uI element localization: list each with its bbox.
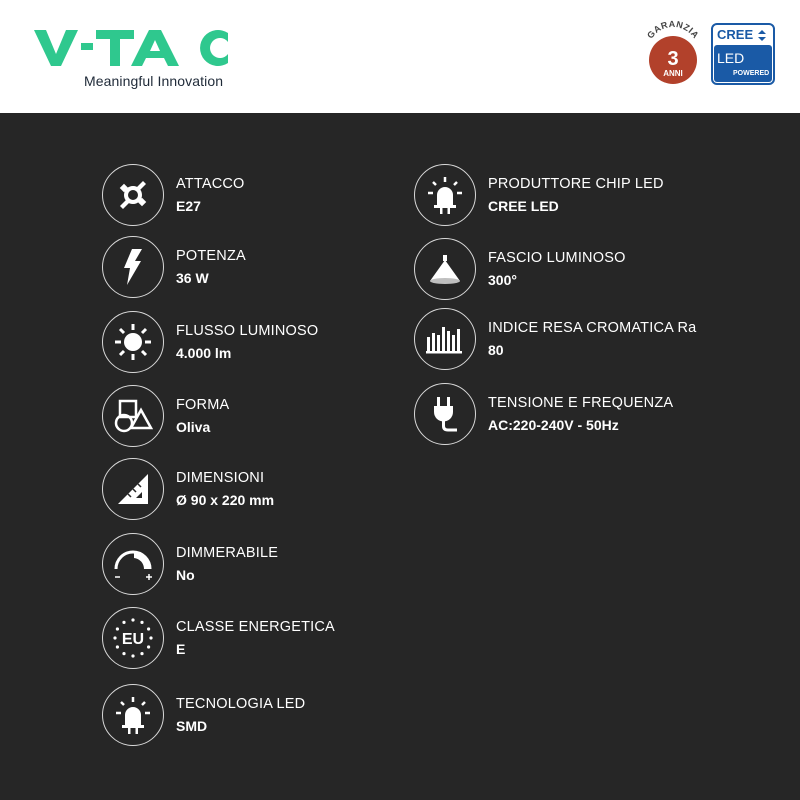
- spec-value: 300°: [488, 272, 517, 288]
- lightning-icon: [102, 236, 164, 298]
- spec-value: AC:220-240V - 50Hz: [488, 417, 619, 433]
- socket-icon: [102, 164, 164, 226]
- svg-text:3: 3: [667, 48, 679, 70]
- spec-value: Ø 90 x 220 mm: [176, 492, 275, 508]
- cree-led-text: LED: [717, 50, 745, 66]
- spec-label: DIMMERABILE: [176, 545, 279, 561]
- spec-value: 4.000 lm: [176, 345, 232, 361]
- header: [0, 0, 800, 113]
- spec-label: CLASSE ENERGETICA: [176, 619, 335, 635]
- spec-value: CREE LED: [488, 198, 559, 214]
- brand-tagline: Meaningful Innovation: [84, 73, 224, 89]
- spec-item-forma: [102, 385, 432, 449]
- led-chip-icon: [414, 164, 476, 226]
- spec-value: E: [176, 641, 186, 657]
- spec-value: SMD: [176, 718, 208, 734]
- svg-text:GARANZIA: GARANZIA: [645, 18, 701, 41]
- warranty-badge: [642, 18, 704, 88]
- led-chip-icon: [102, 684, 164, 746]
- eu-energy-icon: [102, 607, 164, 669]
- sun-icon: [102, 311, 164, 373]
- spec-item-dimmerabile: [102, 533, 432, 597]
- beam-lamp-icon: [414, 238, 476, 300]
- spec-label: POTENZA: [176, 248, 246, 264]
- shapes-icon: [102, 385, 164, 447]
- svg-text:ANNI: ANNI: [663, 69, 683, 78]
- spec-value: 36 W: [176, 270, 209, 286]
- spec-label: FLUSSO LUMINOSO: [176, 323, 319, 339]
- spec-label: TECNOLOGIA LED: [176, 696, 306, 712]
- spec-value: 80: [488, 342, 504, 358]
- spec-item-potenza: [102, 236, 432, 300]
- spec-value: No: [176, 567, 195, 583]
- spec-item-classe-energetica: [102, 607, 432, 671]
- spec-item-produttore-chip-led: [414, 164, 744, 228]
- spec-item-tecnologia-led: [102, 684, 432, 748]
- spec-value: E27: [176, 198, 201, 214]
- cree-powered-text: POWERED: [733, 70, 770, 77]
- dimmer-icon: [102, 533, 164, 595]
- spec-label: FASCIO LUMINOSO: [488, 250, 626, 266]
- spec-panel: [0, 113, 800, 800]
- spec-label: PRODUTTORE CHIP LED: [488, 176, 664, 192]
- spec-item-attacco: [102, 164, 432, 228]
- svg-text:EU: EU: [121, 631, 145, 648]
- vtac-logo: [34, 28, 229, 68]
- spec-item-fascio-luminoso: [414, 238, 744, 302]
- spec-value: Oliva: [176, 419, 211, 435]
- plug-icon: [414, 383, 476, 445]
- spec-item-dimensioni: [102, 458, 432, 522]
- spec-label: TENSIONE E FREQUENZA: [488, 395, 674, 411]
- spec-item-indice-resa-cromatica: [414, 308, 744, 372]
- cri-bars-icon: [414, 308, 476, 370]
- spec-label: DIMENSIONI: [176, 470, 265, 486]
- spec-label: FORMA: [176, 397, 230, 413]
- cree-brand-text: CREE: [717, 27, 754, 42]
- spec-item-flusso-luminoso: [102, 311, 432, 375]
- spec-item-tensione-frequenza: [414, 383, 744, 447]
- spec-label: ATTACCO: [176, 176, 245, 192]
- cree-led-badge: [711, 23, 775, 85]
- spec-label: INDICE RESA CROMATICA Ra: [488, 320, 697, 336]
- set-square-icon: [102, 458, 164, 520]
